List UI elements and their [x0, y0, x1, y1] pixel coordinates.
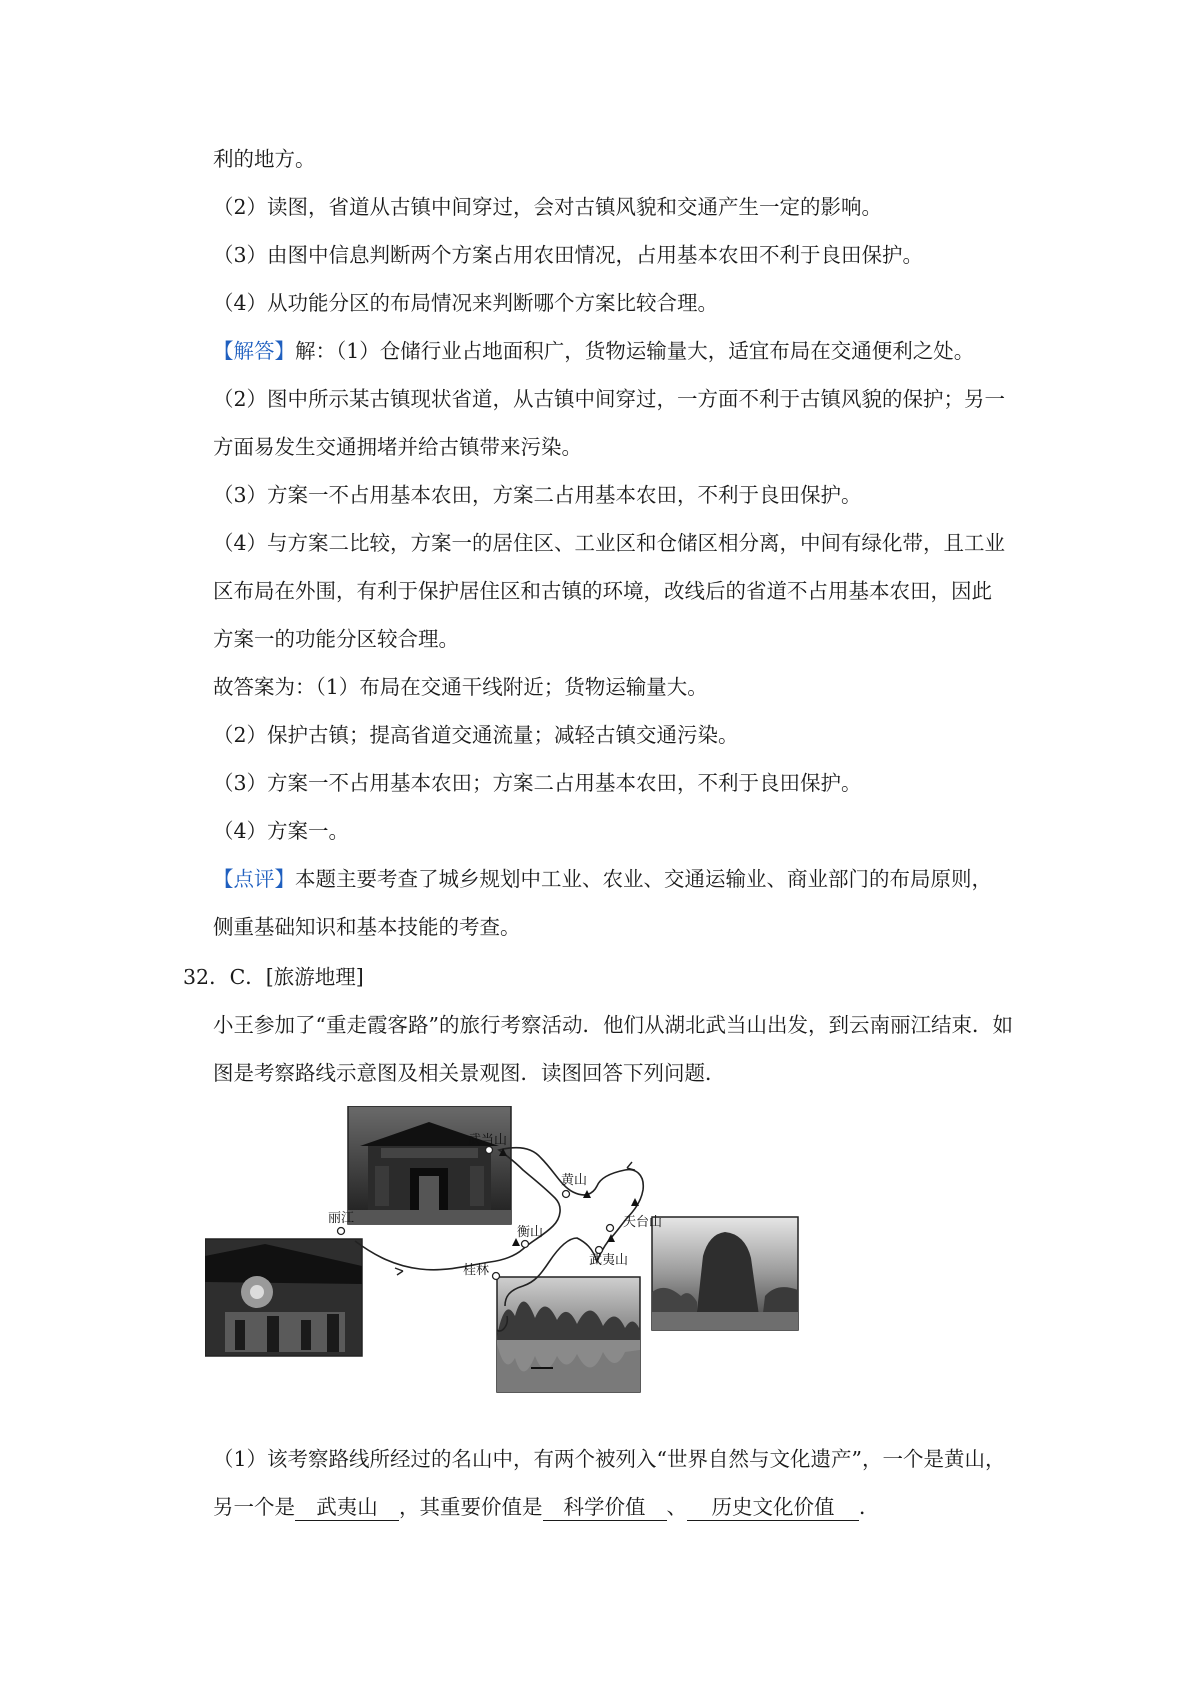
line-13: （2）保护古镇；提高省道交通流量；减轻古镇交通污染。	[213, 723, 739, 747]
line-08: （3）方案一不占用基本农田，方案二占用基本农田，不利于良田保护。	[213, 483, 862, 507]
line-14: （3）方案一不占用基本农田；方案二占用基本农田，不利于良田保护。	[213, 771, 862, 795]
question-number: 32．C．[旅游地理]	[183, 965, 364, 989]
comment-text: 本题主要考查了城乡规划中工业、农业、交通运输业、商业部门的布局原则，	[295, 867, 992, 891]
guilin-photo	[497, 1277, 640, 1392]
line-07: 方面易发生交通拥堵并给古镇带来污染。	[213, 435, 582, 459]
q1-separator: 、	[666, 1495, 687, 1519]
label-guilin: 桂林	[463, 1263, 490, 1278]
comment-tag: 【点评】	[213, 867, 295, 891]
label-huangshan: 黄山	[561, 1173, 588, 1188]
wuyishan-photo	[652, 1217, 798, 1330]
label-wudangshan: 武当山	[468, 1133, 508, 1148]
answer-heading-line	[213, 341, 974, 362]
answer-tag: 【解答】	[213, 339, 295, 363]
q1-mid: ，其重要价值是	[399, 1495, 543, 1519]
line-12: 故答案为：（1）布局在交通干线附近；货物运输量大。	[213, 675, 708, 699]
line-19: 小王参加了“重走霞客路”的旅行考察活动．他们从湖北武当山出发，到云南丽江结束．如	[213, 1013, 1013, 1037]
line-20: 图是考察路线示意图及相关景观图．读图回答下列问题．	[213, 1061, 726, 1085]
q1-end: ．	[859, 1495, 880, 1519]
lijiang-photo	[205, 1239, 362, 1356]
label-wuyishan: 武夷山	[589, 1253, 629, 1268]
route-map-figure	[205, 1106, 905, 1424]
question-1-line-2	[213, 1497, 880, 1521]
comment-line	[213, 869, 992, 890]
line-11: 方案一的功能分区较合理。	[213, 627, 459, 651]
line-03: （3）由图中信息判断两个方案占用农田情况，占用基本农田不利于良田保护。	[213, 243, 924, 267]
line-17: 侧重基础知识和基本技能的考查。	[213, 915, 521, 939]
answer-intro: 解：（1）仓储行业占地面积广，货物运输量大，适宜布局在交通便利之处。	[295, 339, 975, 363]
answer-blank-1: 武夷山	[295, 1497, 399, 1521]
line-09: （4）与方案二比较，方案一的居住区、工业区和仓储区相分离，中间有绿化带，且工业	[213, 531, 1006, 555]
label-hengshan: 衡山	[517, 1225, 544, 1240]
q1-prefix: 另一个是	[213, 1495, 295, 1519]
line-04: （4）从功能分区的布局情况来判断哪个方案比较合理。	[213, 291, 719, 315]
label-tiantaishan: 天台山	[623, 1215, 663, 1230]
label-lijiang: 丽江	[328, 1211, 355, 1226]
line-02: （2）读图，省道从古镇中间穿过，会对古镇风貌和交通产生一定的影响。	[213, 195, 883, 219]
line-15: （4）方案一。	[213, 819, 350, 843]
line-10: 区布局在外围，有利于保护居住区和古镇的环境，改线后的省道不占用基本农田，因此	[213, 579, 992, 603]
line-06: （2）图中所示某古镇现状省道，从古镇中间穿过，一方面不利于古镇风貌的保护；另一	[213, 387, 1006, 411]
question-1-line-1: （1）该考察路线所经过的名山中，有两个被列入“世界自然与文化遗产”，一个是黄山，	[213, 1447, 1006, 1471]
line-01: 利的地方。	[213, 147, 316, 171]
wudangshan-photo	[348, 1106, 511, 1224]
answer-blank-2: 科学价值	[543, 1497, 667, 1521]
answer-blank-3: 历史文化价值	[687, 1497, 859, 1521]
